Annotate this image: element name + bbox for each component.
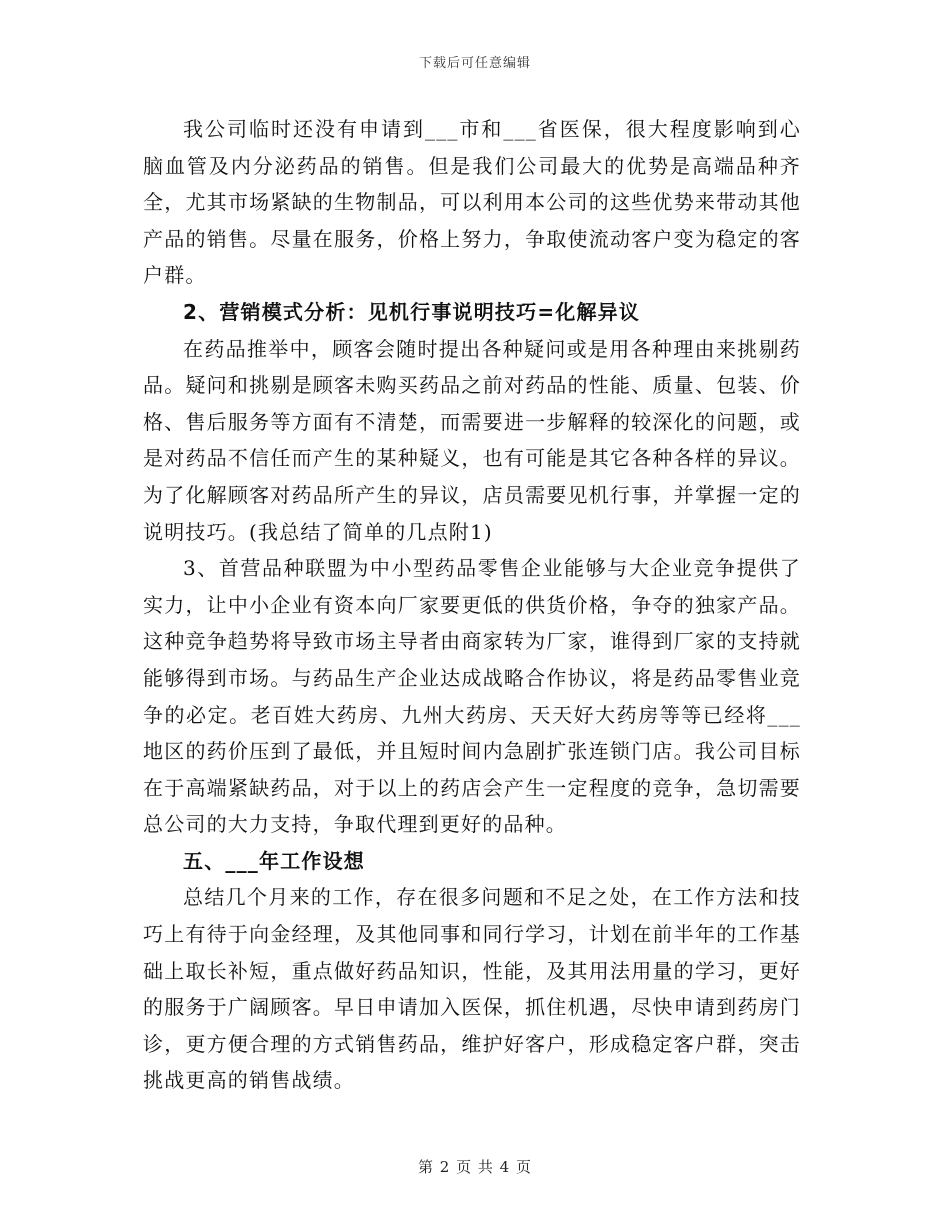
header-note: 下载后可任意编辑 xyxy=(418,56,531,71)
paragraph-work-summary: 总结几个月来的工作，存在很多问题和不足之处，在工作方法和技巧上有待于向金经理，及其他同事和同行学习，计划在前半年的工作基础上取长补短，重点做好药品知识，性能，及其用法用量的学习，更好的服务于广阔顾客。早日申请加入医保，抓住机遇，尽快申请到药房门诊，更方便合理的方式销售药品，维护好客户，形成稳定客户群，突击挑战更高的销售战绩。 xyxy=(143,885,801,1093)
paragraph-alliance: 3、首营品种联盟为中小型药品零售企业能够与大企业竞争提供了实力，让中小企业有资本向厂家要更低的供货价格，争夺的独家产品。这种竞争趋势将导致市场主导者由商家转为厂家，谁得到厂家的支持就能够得到市场。与药品生产企业达成战略合作协议，将是药品零售业竞争的必定。老百姓大药房、九州大药房、天天好大药房等等已经将___地区的药价压到了最低，并且短时间内急剧扩张连锁门店。我公司目标在于高端紧缺药品，对于以上的药店会产生一定程度的竞争，急切需要总公司的大力支持，争取代理到更好的品种。 xyxy=(143,556,801,837)
section-heading-marketing-model: 2、营销模式分析：见机行事说明技巧=化解异议 xyxy=(183,299,641,324)
page-number: 第 2 页 共 4 页 xyxy=(418,1158,532,1176)
section-heading-work-plan: 五、___年工作设想 xyxy=(183,848,365,873)
paragraph-objection-handling: 在药品推举中，顾客会随时提出各种疑问或是用各种理由来挑剔药品。疑问和挑剔是顾客未购买药品之前对药品的性能、质量、包装、价格、售后服务等方面有不清楚，而需要进一步解释的较深化的问题，或是对药品不信任而产生的某种疑义，也有可能是其它各种各样的异议。为了化解顾客对药品所产生的异议，店员需要见机行事，并掌握一定的说明技巧。(我总结了简单的几点附1) xyxy=(143,336,801,544)
document-body xyxy=(143,111,801,1099)
paragraph-medical-insurance: 我公司临时还没有申请到___市和___省医保，很大程度影响到心脑血管及内分泌药品的销售。但是我们公司最大的优势是高端品种齐全，尤其市场紧缺的生物制品，可以利用本公司的这些优势来带动其他产品的销售。尽量在服务，价格上努力，争取使流动客户变为稳定的客户群。 xyxy=(143,117,801,288)
